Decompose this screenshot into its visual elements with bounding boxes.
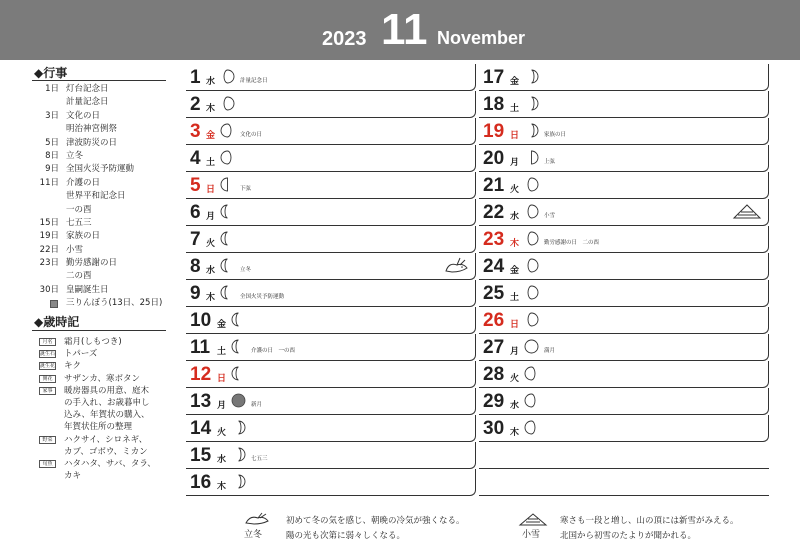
- event-name: 明治神宮例祭: [66, 124, 118, 135]
- event-date: 8日: [45, 150, 59, 161]
- moon-waning-crescent-icon: [220, 204, 235, 223]
- event-row: [32, 96, 182, 109]
- day-number: 8: [190, 256, 201, 277]
- moon-last-quarter-icon: [220, 177, 235, 196]
- day-cell: [479, 361, 769, 388]
- weekday-label: 日: [206, 185, 216, 195]
- event-row: [32, 217, 182, 230]
- event-date: 23日: [39, 258, 59, 269]
- event-name: 灯台記念日: [66, 84, 109, 94]
- seasonal-row: [36, 446, 196, 458]
- event-name: 全国火災予防運動: [66, 164, 135, 175]
- day-number: 2: [190, 94, 201, 115]
- moon-waxing-gibbous-icon: [524, 204, 539, 223]
- day-cell: [186, 361, 476, 388]
- day-number: 26: [483, 310, 505, 331]
- weekday-label: 火: [206, 239, 216, 249]
- event-row: [32, 257, 182, 270]
- event-date: 15日: [39, 217, 59, 228]
- day-number: 23: [483, 229, 505, 250]
- moon-waning-gibbous-icon: [220, 150, 235, 169]
- day-number: 13: [190, 391, 212, 412]
- moon-waxing-gibbous-icon: [524, 285, 539, 304]
- day-number: 24: [483, 256, 505, 277]
- weekday-label: 月: [206, 212, 216, 222]
- moon-full-icon: [524, 339, 539, 358]
- weekday-label: 月: [510, 347, 520, 357]
- event-row: [32, 284, 182, 297]
- seasonal-text: 霜月(しもつき): [64, 337, 122, 347]
- moon-waxing-crescent-icon: [231, 447, 246, 466]
- seasonal-row: [36, 373, 196, 385]
- seasonal-row: [36, 360, 196, 372]
- weekday-label: 日: [217, 374, 227, 384]
- event-name: 介護の日: [66, 177, 101, 188]
- day-cell: [186, 307, 476, 334]
- day-note: 全国火災予防運動: [240, 294, 285, 300]
- event-date: 22日: [39, 244, 59, 255]
- seasonal-tag: 月名: [39, 338, 56, 346]
- event-name: 皇嗣誕生日: [66, 284, 109, 295]
- day-number: 3: [190, 121, 201, 142]
- event-date: 3日: [45, 110, 59, 121]
- seasonal-tag: 開花: [39, 375, 56, 383]
- day-cell: [479, 253, 769, 280]
- event-row: [32, 177, 182, 190]
- seasonal-text: ハタハタ、サバ、タラ、: [64, 458, 156, 469]
- weekday-label: 木: [206, 293, 216, 303]
- moon-waxing-gibbous-icon: [524, 258, 539, 277]
- event-row: [32, 204, 182, 217]
- seasonal-row: [36, 409, 196, 421]
- event-row: [32, 190, 182, 203]
- moon-waxing-crescent-icon: [231, 474, 246, 493]
- event-date: 1日: [45, 84, 59, 94]
- seasonal-tag: 誕生花: [40, 363, 56, 370]
- event-name: 二の酉: [66, 271, 92, 282]
- moon-waxing-gibbous-icon: [524, 231, 539, 250]
- seasonal-row: [36, 434, 196, 446]
- mountain-icon: [732, 202, 762, 224]
- day-note: 計量記念日: [240, 78, 268, 84]
- day-cell: [186, 226, 476, 253]
- seasonal-row: [36, 421, 196, 433]
- seasonal-divider: [32, 330, 166, 331]
- weekday-label: 水: [510, 401, 520, 411]
- moon-waning-crescent-icon: [220, 231, 235, 250]
- moon-new-icon: [231, 393, 246, 412]
- day-cell: [479, 442, 769, 469]
- event-row: [32, 110, 182, 123]
- weekday-label: 月: [510, 158, 520, 168]
- moon-waxing-gibbous-icon: [524, 177, 539, 196]
- day-number: 18: [483, 94, 505, 115]
- bottom-right-season-name: 小雪: [522, 530, 541, 540]
- weekday-label: 水: [206, 77, 216, 87]
- day-cell: [186, 118, 476, 145]
- day-note: 介護の日 一の酉: [251, 348, 296, 354]
- event-name: 計量記念日: [66, 97, 109, 108]
- weekday-label: 土: [206, 158, 216, 168]
- weekday-label: 土: [510, 104, 520, 114]
- day-number: 10: [190, 310, 212, 331]
- day-cell: [479, 64, 769, 91]
- day-number: 6: [190, 202, 201, 223]
- weekday-label: 水: [217, 455, 227, 465]
- weekday-label: 金: [206, 131, 216, 141]
- event-name: 七五三: [66, 217, 92, 228]
- moon-waning-crescent-icon: [231, 312, 246, 331]
- seasonal-title: ◆歳時記: [34, 315, 80, 329]
- weekday-label: 金: [510, 266, 520, 276]
- seasonal-text: キク: [64, 361, 82, 372]
- bottom-left-season-name: 立冬: [244, 530, 263, 540]
- calendar-column-left: [186, 64, 476, 496]
- seasonal-list: [36, 336, 196, 482]
- day-number: 17: [483, 67, 505, 88]
- header-year: 2023: [322, 28, 367, 50]
- day-cell: [479, 280, 769, 307]
- rabbit-icon: [443, 256, 469, 278]
- day-cell: [186, 64, 476, 91]
- day-cell: [186, 253, 476, 280]
- event-name: 文化の日: [66, 110, 101, 121]
- day-number: 16: [190, 472, 212, 493]
- day-cell: [479, 307, 769, 334]
- events-title: ◆行事: [34, 66, 68, 80]
- weekday-label: 木: [206, 104, 216, 114]
- event-date: 5日: [45, 137, 59, 148]
- day-cell: [186, 334, 476, 361]
- day-cell: [479, 334, 769, 361]
- event-date: 11日: [39, 177, 59, 188]
- day-number: 22: [483, 202, 505, 223]
- event-date: 19日: [39, 231, 59, 242]
- bottom-left-line: 初めて冬の気を感じ、朝晩の冷気が強くなる。: [286, 516, 465, 526]
- day-cell: [479, 226, 769, 253]
- day-cell: [186, 172, 476, 199]
- weekday-label: 木: [510, 428, 520, 438]
- weekday-label: 土: [510, 293, 520, 303]
- calendar-column-right: [479, 64, 769, 496]
- day-cell: [479, 415, 769, 442]
- day-note: 七五三: [251, 456, 268, 462]
- events-divider: [32, 80, 166, 81]
- moon-waxing-gibbous-icon: [220, 69, 235, 88]
- bottom-right-line: 北国から初雪のたよりが聞かれる。: [560, 531, 697, 541]
- day-note: 勤労感謝の日 二の酉: [544, 240, 600, 246]
- moon-waning-crescent-icon: [231, 339, 246, 358]
- event-date: 9日: [45, 164, 59, 175]
- day-note: 新月: [251, 402, 263, 408]
- weekday-label: 火: [217, 428, 227, 438]
- seasonal-row: [36, 385, 196, 397]
- seasonal-tag: 旬魚: [39, 460, 56, 468]
- day-number: 27: [483, 337, 505, 358]
- day-cell: [479, 91, 769, 118]
- day-cell: [186, 280, 476, 307]
- weekday-label: 水: [206, 266, 216, 276]
- day-number: 7: [190, 229, 201, 250]
- bottom-right-note: [560, 514, 739, 544]
- event-name: 家族の日: [66, 231, 101, 242]
- moon-waning-gibbous-icon: [524, 366, 539, 385]
- day-cell: [479, 469, 769, 496]
- day-number: 28: [483, 364, 505, 385]
- weekday-label: 金: [217, 320, 227, 330]
- day-number: 25: [483, 283, 505, 304]
- calendar-header: [0, 0, 800, 60]
- day-note: 立冬: [240, 267, 252, 273]
- day-note: 家族の日: [544, 132, 567, 138]
- seasonal-tag: 誕生石: [40, 351, 56, 358]
- moon-waning-gibbous-icon: [220, 123, 235, 142]
- seasonal-text: サザンカ、寒ボタン: [64, 373, 140, 384]
- seasonal-row: [36, 458, 196, 470]
- day-number: 14: [190, 418, 212, 439]
- day-number: 30: [483, 418, 505, 439]
- bottom-left-note: [286, 514, 465, 544]
- moon-waning-crescent-icon: [220, 258, 235, 277]
- moon-waning-gibbous-icon: [524, 420, 539, 439]
- header-month-name: November: [437, 28, 526, 48]
- day-number: 9: [190, 283, 201, 304]
- day-note: 満月: [544, 348, 556, 354]
- day-number: 12: [190, 364, 212, 385]
- day-number: 19: [483, 121, 505, 142]
- moon-waning-gibbous-icon: [524, 393, 539, 412]
- event-row: [32, 230, 182, 243]
- event-name: 一の酉: [66, 204, 92, 215]
- seasonal-text: の手入れ、お歳暮申し: [64, 397, 150, 408]
- day-note: 下弦: [240, 186, 252, 192]
- event-row: [32, 163, 182, 176]
- event-name: 世界平和記念日: [66, 191, 126, 202]
- seasonal-row: [36, 348, 196, 360]
- day-cell: [186, 199, 476, 226]
- moon-waxing-crescent-icon: [231, 420, 246, 439]
- weekday-label: 木: [217, 482, 227, 492]
- day-cell: [479, 118, 769, 145]
- day-cell: [186, 388, 476, 415]
- event-row: [32, 83, 182, 96]
- day-cell: [479, 388, 769, 415]
- day-number: 4: [190, 148, 201, 169]
- day-number: 21: [483, 175, 505, 196]
- weekday-label: 木: [510, 239, 520, 249]
- legend-swatch: [50, 300, 58, 308]
- seasonal-text: ハクサイ、シロネギ、: [64, 434, 148, 445]
- event-name: 小雪: [66, 244, 84, 255]
- weekday-label: 日: [510, 131, 520, 141]
- legend-text: 三りんぼう(13日、25日): [66, 298, 163, 309]
- moon-first-quarter-icon: [524, 150, 539, 169]
- day-cell: [186, 91, 476, 118]
- rabbit-icon: [244, 512, 270, 526]
- moon-waxing-crescent-icon: [524, 96, 539, 115]
- seasonal-text: カキ: [64, 471, 82, 482]
- day-note: 文化の日: [240, 132, 263, 138]
- moon-waning-crescent-icon: [220, 285, 235, 304]
- seasonal-text: トパーズ: [64, 349, 98, 360]
- day-note: 上弦: [544, 159, 556, 165]
- bottom-right-line: 寒さも一段と増し、山の頂には新雪がみえる。: [560, 516, 739, 526]
- weekday-label: 土: [217, 347, 227, 357]
- moon-waxing-crescent-icon: [524, 69, 539, 88]
- day-number: 20: [483, 148, 505, 169]
- weekday-label: 水: [510, 212, 520, 222]
- moon-waxing-gibbous-icon: [524, 312, 539, 331]
- event-name: 津波防災の日: [66, 137, 118, 148]
- event-row: [32, 123, 182, 136]
- event-date: 30日: [39, 284, 59, 295]
- weekday-label: 金: [510, 77, 520, 87]
- bottom-left-line: 陽の光も次第に弱々しくなる。: [286, 531, 406, 541]
- event-row: [32, 244, 182, 257]
- day-cell: [186, 442, 476, 469]
- weekday-label: 日: [510, 320, 520, 330]
- moon-waxing-crescent-icon: [524, 123, 539, 142]
- seasonal-text: 暖房器具の用意、庭木: [64, 385, 150, 396]
- event-row: [32, 150, 182, 163]
- seasonal-row: [36, 470, 196, 482]
- day-number: 1: [190, 67, 201, 88]
- header-month-number: 11: [381, 5, 428, 54]
- day-number: 11: [190, 337, 211, 358]
- weekday-label: 火: [510, 374, 520, 384]
- day-cell: [479, 172, 769, 199]
- weekday-label: 火: [510, 185, 520, 195]
- sanrinbo-legend: [32, 297, 182, 310]
- event-row: [32, 137, 182, 150]
- day-cell: [479, 199, 769, 226]
- day-number: 29: [483, 391, 505, 412]
- day-number: 5: [190, 175, 201, 196]
- event-name: 立冬: [66, 150, 84, 161]
- day-note: 小雪: [544, 213, 556, 219]
- seasonal-text: カブ、ゴボウ、ミカン: [64, 446, 148, 457]
- seasonal-text: 込み、年賀状の購入、: [64, 410, 150, 421]
- day-cell: [186, 415, 476, 442]
- event-name: 勤労感謝の日: [66, 258, 118, 269]
- seasonal-text: 年賀状住所の整理: [64, 422, 133, 433]
- seasonal-row: [36, 336, 196, 348]
- event-row: [32, 270, 182, 283]
- events-list: [32, 83, 182, 311]
- weekday-label: 月: [217, 401, 227, 411]
- seasonal-row: [36, 397, 196, 409]
- day-cell: [479, 145, 769, 172]
- mountain-icon: [518, 512, 548, 526]
- day-cell: [186, 145, 476, 172]
- moon-waning-crescent-icon: [231, 366, 246, 385]
- seasonal-tag: 野菜: [39, 436, 56, 444]
- day-number: 15: [190, 445, 212, 466]
- seasonal-tag: 家事: [39, 387, 56, 395]
- moon-waxing-gibbous-icon: [220, 96, 235, 115]
- day-cell: [186, 469, 476, 496]
